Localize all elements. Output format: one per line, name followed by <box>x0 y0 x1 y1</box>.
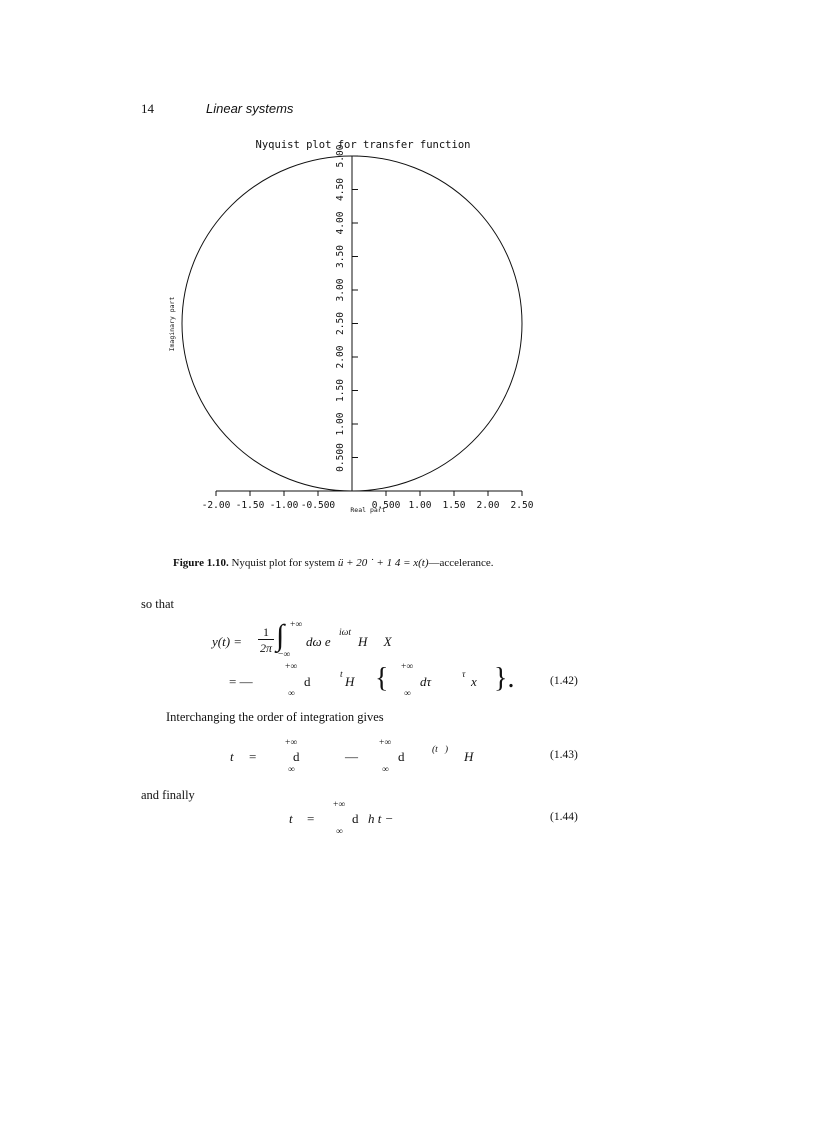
eq-1-42-rest: H X <box>358 634 392 649</box>
paragraph-and-finally: and finally <box>141 788 195 802</box>
paragraph-interchanging: Interchanging the order of integration gives <box>166 710 384 724</box>
eq-1-44-number: (1.44) <box>550 811 578 823</box>
eq-1-44-eq: = <box>307 811 315 826</box>
eq-1-43-lower1: ∞ <box>288 765 295 775</box>
caption-tail: —accelerance. <box>428 557 494 569</box>
eq-1-42-d1: d <box>304 674 311 689</box>
figure-caption <box>173 557 494 569</box>
y-tick-label: 4.50 <box>335 178 346 201</box>
x-tick-label: 2.00 <box>476 500 500 511</box>
eq-1-43-number: (1.43) <box>550 749 578 761</box>
x-tick-label: -1.50 <box>235 500 265 511</box>
eq-1-43-t: t <box>230 749 234 764</box>
eq-1-42-upper1: +∞ <box>285 662 298 672</box>
eq-1-43-d1: d <box>293 749 300 764</box>
eq-1-42-h-sup: t <box>340 670 343 680</box>
eq-1-42-upper2: +∞ <box>401 662 414 672</box>
x-tick-label: 1.00 <box>408 500 432 511</box>
eq-1-42-frac-num: 1 <box>258 625 274 640</box>
running-title: Linear systems <box>206 101 294 116</box>
figure-label: Figure 1.10. <box>173 557 229 569</box>
chart-title: Nyquist plot for transfer function <box>255 139 471 151</box>
eq-1-42-x-sup: τ <box>462 670 466 680</box>
y-axis-label: Imaginary part <box>168 296 176 352</box>
x-axis-label: Real part <box>350 506 386 514</box>
series-layer <box>182 156 522 491</box>
eq-1-42-frac-den: 2π <box>259 641 272 655</box>
eq-1-43-d2: d <box>398 749 405 764</box>
eq-1-43-upper1: +∞ <box>285 738 298 748</box>
caption-text: Nyquist plot for system <box>228 557 338 569</box>
eq-1-42-x: x <box>471 674 477 689</box>
eq-1-43-h: H <box>464 749 474 764</box>
eq-1-42-lower-limit: −∞ <box>278 650 291 660</box>
eq-1-43-eq: = <box>249 749 257 764</box>
caption-math: ü + 20 ˙ + 1 4 = x(t) <box>337 557 429 569</box>
eq-1-43-upper2: +∞ <box>379 738 392 748</box>
x-tick-label: -2.00 <box>201 500 231 511</box>
eq-1-44-lower: ∞ <box>336 827 343 837</box>
nyquist-chart <box>0 0 816 560</box>
y-tick-label: 2.00 <box>335 345 346 369</box>
eq-1-44-rest: h t − <box>368 811 394 826</box>
y-tick-label: 1.50 <box>335 379 346 402</box>
eq-1-43-lower2: ∞ <box>382 765 389 775</box>
paragraph-so-that: so that <box>141 597 174 611</box>
y-tick-label: 3.00 <box>335 278 346 302</box>
y-tick-label: 5.00 <box>335 144 346 168</box>
eq-1-42-integral: ∫ <box>276 619 285 652</box>
eq-1-42-body: dω e <box>306 634 331 649</box>
eq-1-42-lower2: ∞ <box>404 689 411 699</box>
eq-1-44-t: t <box>289 811 293 826</box>
eq-1-43-dash: — <box>345 749 358 764</box>
x-tick-label: 1.50 <box>442 500 466 511</box>
eq-1-44-upper: +∞ <box>333 800 346 810</box>
y-tick-label: 3.50 <box>335 245 346 268</box>
eq-1-42-dtau: dτ <box>420 674 432 689</box>
y-tick-label: 2.50 <box>335 312 346 335</box>
x-tick-label: 2.50 <box>510 500 534 511</box>
eq-1-42-line2-eq: = — <box>229 674 253 689</box>
eq-1-44-d: d <box>352 811 359 826</box>
y-tick-label: 0.500 <box>335 443 346 472</box>
eq-1-42-lhs: y(t) = <box>212 634 243 649</box>
eq-1-42-number: (1.42) <box>550 675 578 687</box>
eq-1-43-mid: (t ) <box>432 745 449 755</box>
eq-1-42-h: H <box>345 674 355 689</box>
y-axis <box>335 144 358 491</box>
y-tick-label: 1.00 <box>335 412 346 436</box>
y-tick-label: 4.00 <box>335 211 346 235</box>
x-tick-label: -1.00 <box>269 500 299 511</box>
eq-1-42-lbrace: { <box>375 663 389 694</box>
x-tick-label: -0.500 <box>300 500 336 511</box>
eq-1-42-upper-limit: +∞ <box>290 620 303 630</box>
x-tick-label: 0.500 <box>371 500 401 511</box>
eq-1-42-exponent: iωt <box>339 628 351 638</box>
page-number: 14 <box>141 101 154 116</box>
eq-1-42-lower1: ∞ <box>288 689 295 699</box>
eq-1-42-rbrace: }. <box>494 663 515 694</box>
